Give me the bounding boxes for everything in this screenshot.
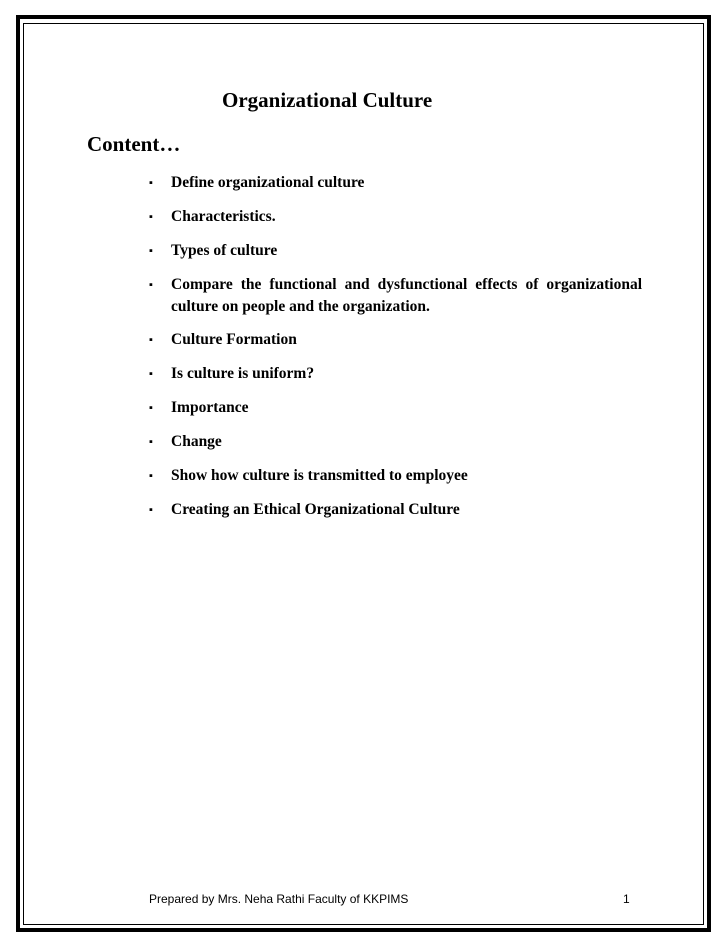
list-item-text: Compare the functional and dysfunctional effects of organizational culture on people and the organization. [171,276,642,315]
square-bullet-icon: ▪ [149,436,153,448]
page-number: 1 [623,892,630,906]
content-bullet-list [148,172,642,533]
list-item-text: Creating an Ethical Organizational Culture [171,501,460,518]
list-item [148,397,642,419]
square-bullet-icon: ▪ [149,211,153,223]
square-bullet-icon: ▪ [149,470,153,482]
square-bullet-icon: ▪ [149,504,153,516]
footer-credit: Prepared by Mrs. Neha Rathi Faculty of KKPIMS [149,892,409,906]
list-item-text: Is culture is uniform? [171,365,315,382]
list-item [148,431,642,453]
list-item [148,499,642,521]
square-bullet-icon: ▪ [149,245,153,257]
square-bullet-icon: ▪ [149,177,153,189]
square-bullet-icon: ▪ [149,279,153,291]
list-item [148,172,642,194]
list-item [148,274,642,318]
document-title: Organizational Culture [222,88,433,112]
list-item [148,329,642,351]
list-item-text: Culture Formation [171,331,297,348]
list-item-text: Types of culture [171,242,278,259]
content-heading: Content… [87,132,181,156]
list-item-text: Define organizational culture [171,174,365,191]
list-item-text: Characteristics. [171,208,276,225]
list-item-text: Show how culture is transmitted to employee [171,467,468,484]
square-bullet-icon: ▪ [149,368,153,380]
list-item [148,206,642,228]
list-item [148,465,642,487]
list-item-text: Importance [171,399,249,416]
list-item [148,240,642,262]
list-item-text: Change [171,433,222,450]
square-bullet-icon: ▪ [149,334,153,346]
square-bullet-icon: ▪ [149,402,153,414]
list-item [148,363,642,385]
